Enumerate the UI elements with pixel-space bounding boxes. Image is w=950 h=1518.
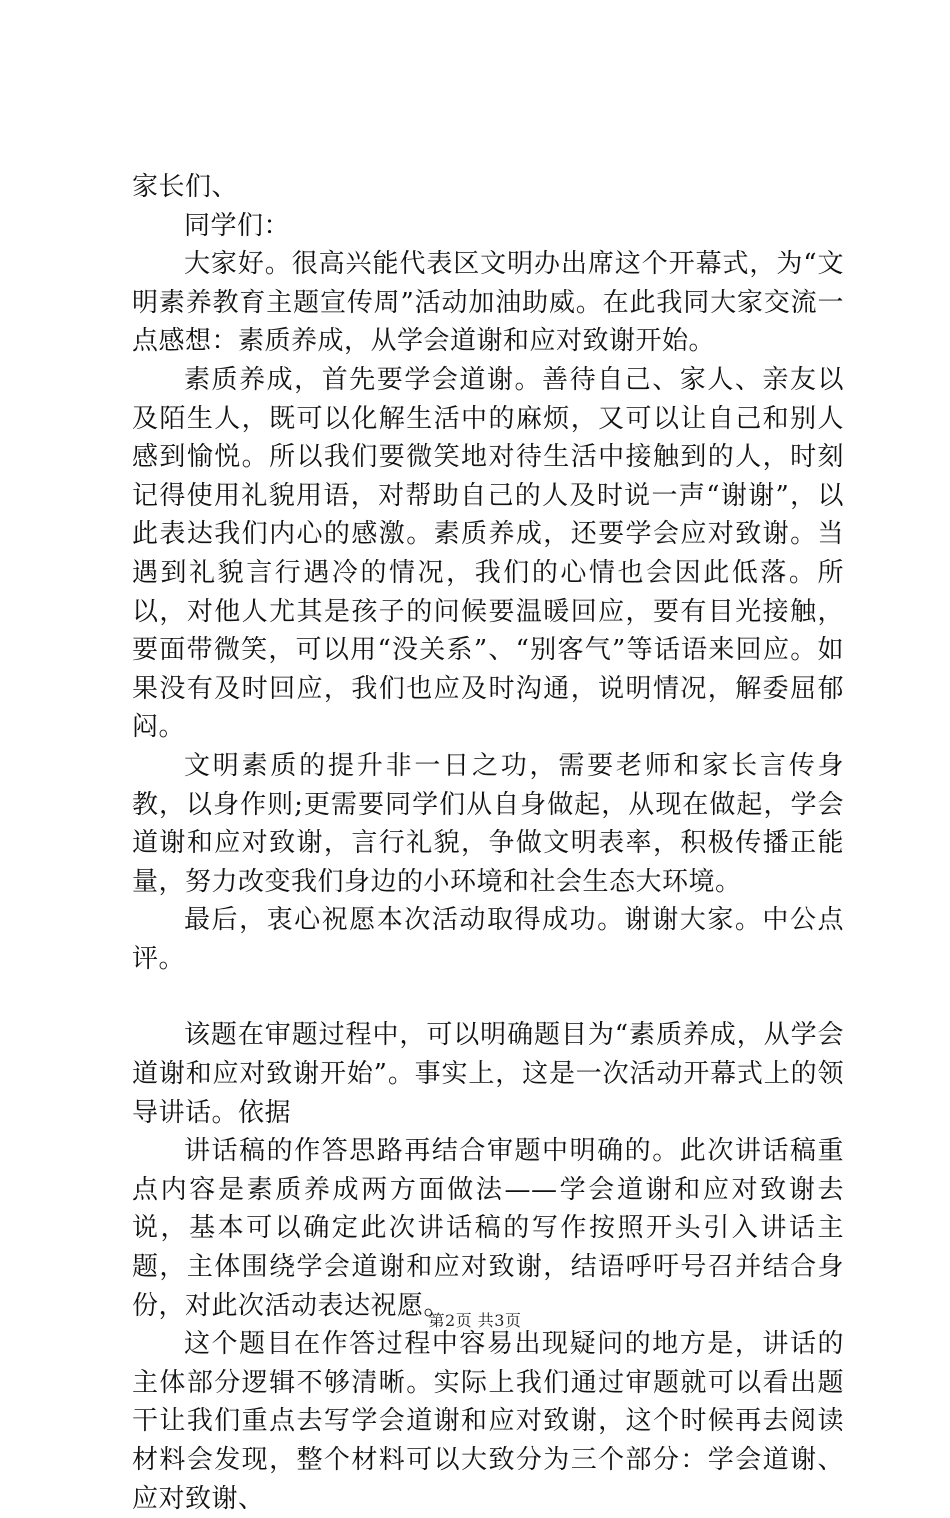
page-number-footer: 第2页 共3页 xyxy=(428,1311,522,1330)
paragraph-review-approach: 讲话稿的作答思路再结合审题中明确的。此次讲话稿重点内容是素质养成两方面做法——学会道谢和应对致谢去说，基本可以确定此次讲话稿的写作按照开头引入讲话主题，主体围绕学会道谢和应对致谢，结语呼吁号召并结合身份，对此次活动表达祝愿。 xyxy=(132,1136,844,1321)
paragraph-closing: 最后，衷心祝愿本次活动取得成功。谢谢大家。中公点评。 xyxy=(132,905,844,974)
salutation-parents: 家长们、 xyxy=(132,172,239,202)
paragraph-civility: 文明素质的提升非一日之功，需要老师和家长言传身教，以身作则;更需要同学们从自身做起，从现在做起，学会道谢和应对致谢，言行礼貌，争做文明表率，积极传播正能量，努力改变我们身边的小环境和社会生态大环境。 xyxy=(132,750,844,897)
paragraph-review-intro: 该题在审题过程中，可以明确题目为“素质养成，从学会道谢和应对致谢开始”。事实上，这是一次活动开幕式上的领导讲话。依据 xyxy=(132,1020,844,1128)
salutation-students: 同学们： xyxy=(184,210,291,241)
paragraph-opening: 大家好。很高兴能代表区文明办出席这个开幕式，为“文明素养教育主题宣传周”活动加油助威。在此我同大家交流一点感想：素质养成，从学会道谢和应对致谢开始。 xyxy=(132,249,844,357)
paragraph-body-thanks: 素质养成，首先要学会道谢。善待自己、家人、亲友以及陌生人，既可以化解生活中的麻烦，又可以让自己和别人感到愉悦。所以我们要微笑地对待生活中接触到的人，时刻记得使用礼貌用语，对帮助自己的人及时说一声“谢谢”，以此表达我们内心的感激。素质养成，还要学会应对致谢。当遇到礼貌言行遇冷的情况，我们的心情也会因此低落。所以，对他人尤其是孩子的问候要温暖回应，要有目光接触，要面带微笑，可以用“没关系”、“别客气”等话语来回应。如果没有及时回应，我们也应及时沟通，说明情况，解委屈郁闷。 xyxy=(132,364,844,743)
paragraph-review-difficulty: 这个题目在作答过程中容易出现疑问的地方是，讲话的主体部分逻辑不够清晰。实际上我们通过审题就可以看出题干让我们重点去写学会道谢和应对致谢，这个时候再去阅读材料会发现，整个材料可以大致分为三个部分：学会道谢、应对致谢、 xyxy=(132,1329,844,1514)
